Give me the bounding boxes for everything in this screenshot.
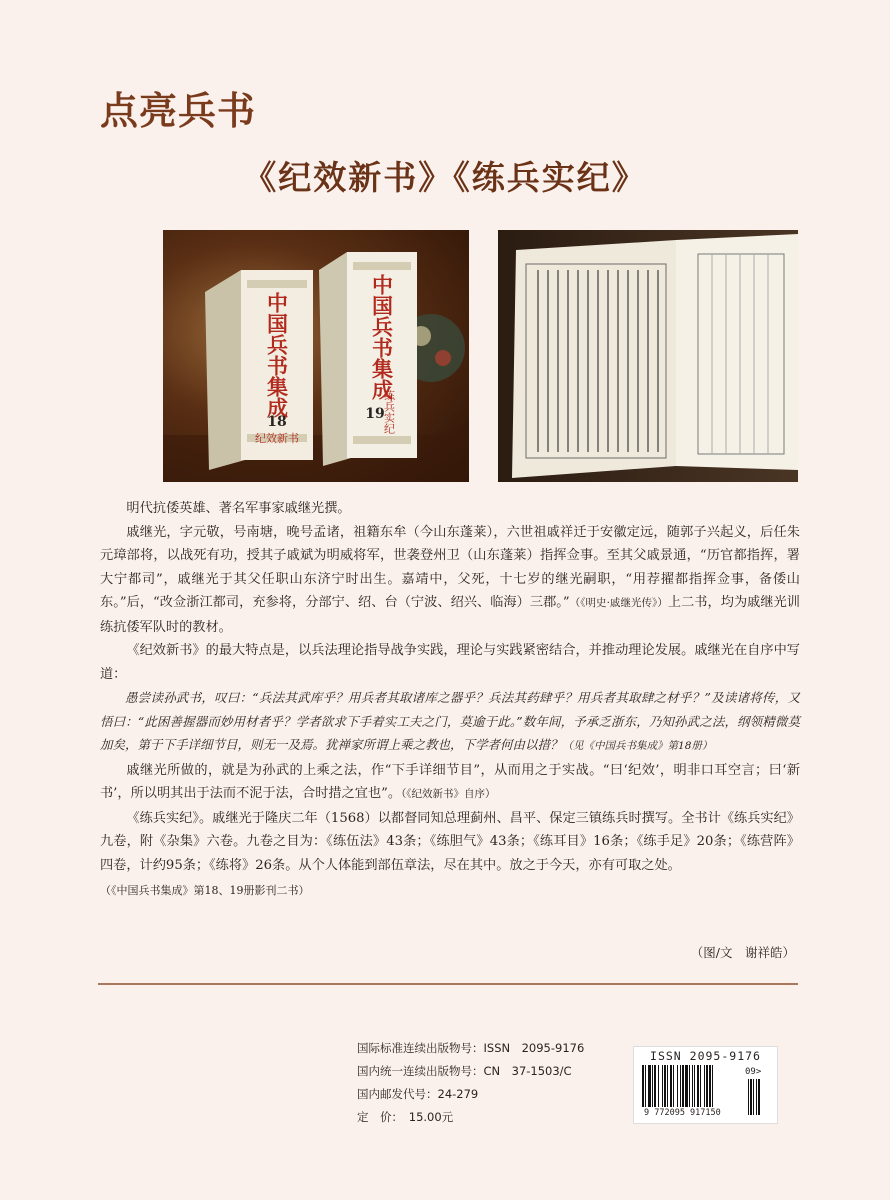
photo-book-volumes <box>163 230 469 482</box>
barcode-issn-label: ISSN 2095-9176 <box>650 1049 761 1063</box>
biography-source: （《明史·戚继光传》） <box>569 597 668 609</box>
barcode-number: 9 772095 917150 <box>644 1108 721 1118</box>
book2-volume: 19 <box>365 406 385 422</box>
method-source: （《纪效新书》自序） <box>401 788 496 800</box>
barcode <box>633 1046 778 1124</box>
issn-line: 国际标准连续出版物号：ISSN 2095-9176 <box>357 1041 585 1055</box>
quote-preface <box>100 686 813 759</box>
book2-series: 中国兵书集成 <box>369 274 395 400</box>
paragraph-intro: 明代抗倭英雄、著名军事家戚继光撰。 <box>126 501 351 516</box>
paragraph-biography <box>100 521 800 640</box>
quote-source: （见《中国兵书集成》第18册） <box>562 740 713 752</box>
paragraph-lianbing: 《练兵实纪》。戚继光于隆庆二年（1568）以都督同知总理蓟州、昌平、保定三镇练兵时撰写。全书计《练兵实纪》九卷，附《杂集》六卷。九卷之目为：《练伍法》43条；《练胆气》43条；《练耳目》16条；《练手足》20条；《练营阵》四卷，计约95条；《练将》26条。从个人体能到部伍章法，尽在其中。放之于今天，亦有可取之处。 <box>100 810 800 873</box>
price-line: 定 价： 15.00元 <box>357 1110 454 1124</box>
biography-end: 上二书，均为戚继光训练抗倭军队时的教材。 <box>100 595 800 635</box>
section-title: 点亮兵书 <box>100 89 257 133</box>
photo-caption: （《中国兵书集成》第18、19册影刊二书） <box>100 884 310 897</box>
photo-open-book <box>498 230 798 482</box>
postal-line: 国内邮发代号：24-279 <box>357 1087 479 1101</box>
article-body <box>100 497 813 903</box>
book2-title: 练兵实纪 <box>382 390 396 434</box>
quote-text: 愚尝读孙武书，叹曰：“兵法其武库乎？用兵者其取诸库之器乎？兵法其药肆乎？用兵者其取肆之材乎？”及读诸将传，又悟曰：“此困善握器而妙用材者乎？学者欲求下手着实工夫之门，莫逾于此。”数年间，予承乏浙东，乃知孙武之法，纲领精微莫 加矣，第于下手详细节目，则无一及焉。犹禅家所谓上乘之教也，下学者何由以措？ <box>100 690 813 752</box>
method-text: 戚继光所做的，就是为孙武的上乘之法，作“下手详细节目”，从而用之于实战。“曰‘纪效’，明非口耳空言；曰‘新书’，所以明其出于法而不泥于法，合时措之宜也”。 <box>100 762 801 801</box>
book1-series: 中国兵书集成 <box>264 292 290 418</box>
publication-info <box>357 1037 584 1129</box>
barcode-addon: 09> <box>745 1067 762 1077</box>
book1-title: 纪效新书 <box>255 432 299 445</box>
author-credit: （图/文 谢祥皓） <box>690 945 795 960</box>
book1-volume: 18 <box>267 414 287 430</box>
book-title: 《纪效新书》《练兵实纪》 <box>243 158 647 197</box>
divider <box>98 983 798 985</box>
paragraph-jixiao: 《纪效新书》的最大特点是，以兵法理论指导战争实践，理论与实践紧密结合，并推动理论发展。戚继光在自序中写道： <box>100 643 800 682</box>
biography-text: 戚继光，字元敬，号南塘，晚号孟诸，祖籍东牟（今山东蓬莱），六世祖戚祥迁于安徽定远，随郭子兴起义，后任朱元璋部将，以战死有功，授其子戚斌为明威将军，世袭登州卫（山东蓬莱）指挥佥事。至其父戚景通，“历官都指挥，署大宁都司”，戚继光于其父任职山东济宁时出生。嘉靖中，父死，十七岁的继光嗣职，“用荐擢都指挥佥事，备倭山东。”后，“改佥浙江都司，充参将，分部宁、绍、台（宁波、绍兴、临海）三郡。” <box>100 524 800 610</box>
paragraph-method <box>100 759 800 807</box>
cn-line: 国内统一连续出版物号：CN 37-1503/C <box>357 1064 572 1078</box>
